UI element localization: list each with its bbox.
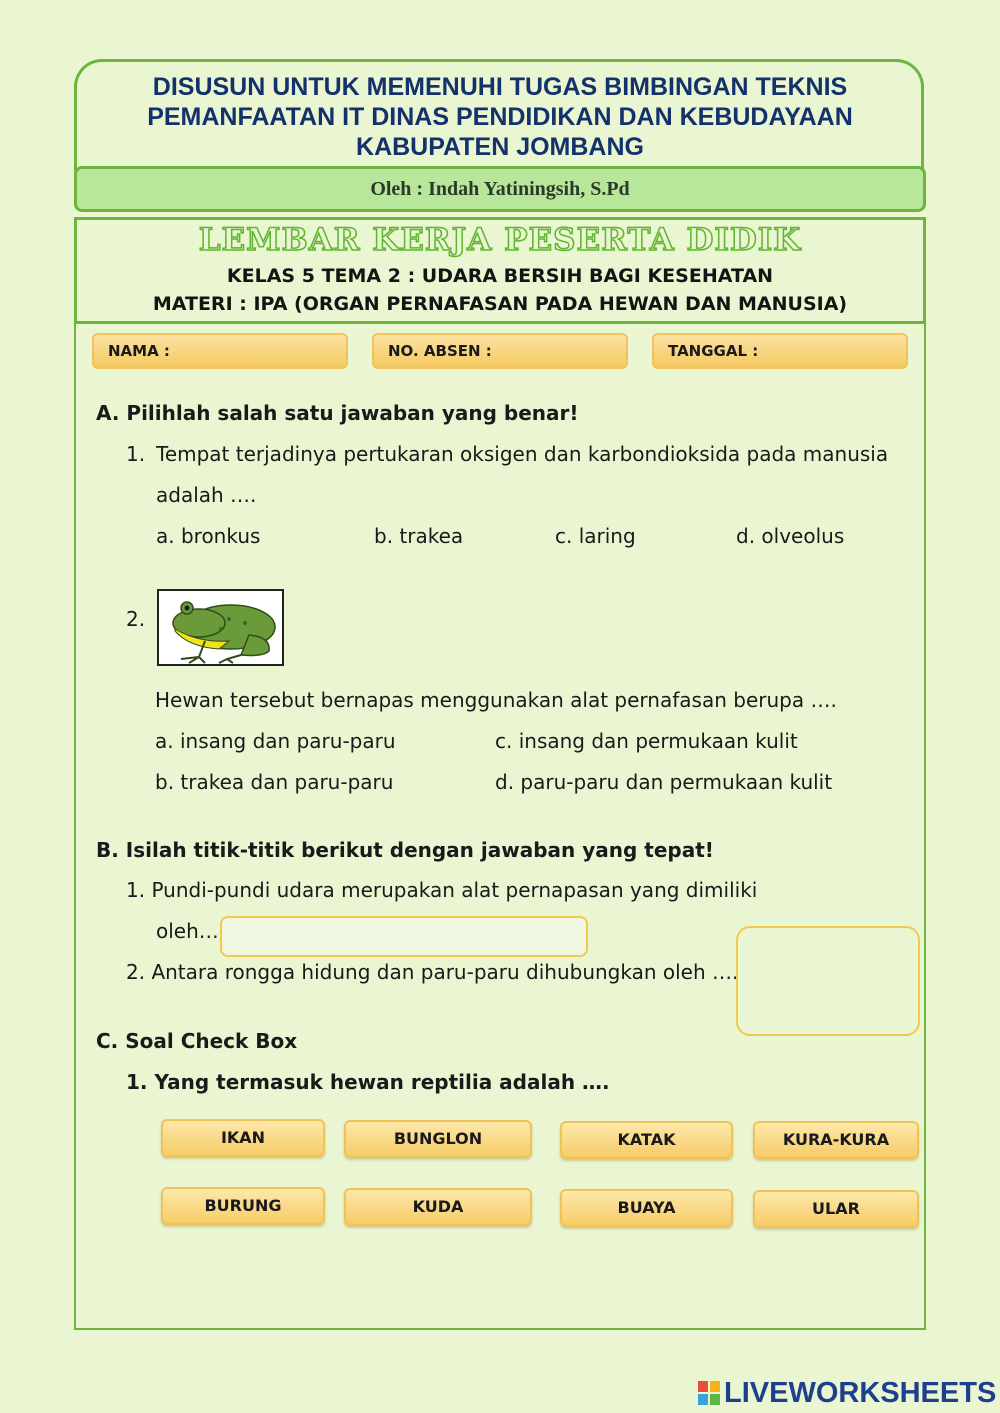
answer-input-b2[interactable] — [736, 926, 920, 1036]
header-title — [74, 72, 926, 162]
choice-burung[interactable]: BURUNG — [161, 1187, 325, 1225]
header-line-2: PEMANFAATAN IT DINAS PENDIDIKAN DAN KEBUDAYAAN — [147, 103, 853, 131]
q-a2-option-b[interactable]: b. trakea dan paru-paru — [155, 770, 394, 794]
q-a1-option-a[interactable]: a. bronkus — [156, 524, 261, 548]
q-a2-number: 2. — [126, 607, 146, 631]
header-line-1: DISUSUN UNTUK MEMENUHI TUGAS BIMBINGAN TEKNIS — [152, 73, 848, 101]
frog-icon — [159, 591, 282, 664]
header-line-3: KABUPATEN JOMBANG — [356, 133, 644, 161]
q-b1-text-line1: 1. Pundi-pundi udara merupakan alat pernapasan yang dimiliki — [126, 878, 758, 902]
choice-ikan[interactable]: IKAN — [161, 1119, 325, 1157]
nama-field[interactable]: NAMA : — [92, 333, 348, 369]
section-b-heading: B. Isilah titik-titik berikut dengan jawaban yang tepat! — [96, 838, 714, 862]
class-line: KELAS 5 TEMA 2 : UDARA BERSIH BAGI KESEHATAN — [226, 265, 774, 287]
materi-line: MATERI : IPA (ORGAN PERNAFASAN PADA HEWAN DAN MANUSIA) — [152, 293, 848, 315]
liveworksheets-logo-icon — [698, 1381, 720, 1405]
q-a1-option-c[interactable]: c. laring — [555, 524, 636, 548]
q-a1-text-line1: Tempat terjadinya pertukaran oksigen dan karbondioksida pada manusia — [156, 442, 889, 466]
worksheet-title: LEMBAR KERJA PESERTA DIDIK — [198, 222, 802, 258]
q-a2-text: Hewan tersebut bernapas menggunakan alat pernafasan berupa …. — [155, 688, 837, 712]
q-a1-text-line2: adalah …. — [156, 483, 257, 507]
q-a1-option-d[interactable]: d. olveolus — [736, 524, 845, 548]
choice-bunglon[interactable]: BUNGLON — [344, 1120, 532, 1158]
choice-buaya[interactable]: BUAYA — [560, 1189, 733, 1227]
choice-katak[interactable]: KATAK — [560, 1121, 733, 1159]
tanggal-field[interactable]: TANGGAL : — [652, 333, 908, 369]
q-c1-text: 1. Yang termasuk hewan reptilia adalah …. — [126, 1070, 610, 1094]
choice-kura-kura[interactable]: KURA-KURA — [753, 1121, 919, 1159]
section-a-heading: A. Pilihlah salah satu jawaban yang benar! — [96, 401, 579, 425]
section-c-heading: C. Soal Check Box — [96, 1029, 298, 1053]
frog-image — [157, 589, 284, 666]
q-b2-text: 2. Antara rongga hidung dan paru-paru dihubungkan oleh …. — [126, 960, 739, 984]
q-a1-number: 1. — [126, 442, 146, 466]
author-bar: Oleh : Indah Yatiningsih, S.Pd — [74, 166, 926, 212]
choice-kuda[interactable]: KUDA — [344, 1188, 532, 1226]
liveworksheets-brand[interactable]: LIVEWORKSHEETS — [724, 1377, 997, 1409]
answer-input-b1[interactable] — [220, 916, 588, 957]
absen-field[interactable]: NO. ABSEN : — [372, 333, 628, 369]
choice-ular[interactable]: ULAR — [753, 1190, 919, 1228]
q-a1-option-b[interactable]: b. trakea — [374, 524, 464, 548]
q-a2-option-c[interactable]: c. insang dan permukaan kulit — [495, 729, 798, 753]
q-a2-option-d[interactable]: d. paru-paru dan permukaan kulit — [495, 770, 833, 794]
q-b1-text-line2: oleh… — [156, 919, 219, 943]
q-a2-option-a[interactable]: a. insang dan paru-paru — [155, 729, 396, 753]
